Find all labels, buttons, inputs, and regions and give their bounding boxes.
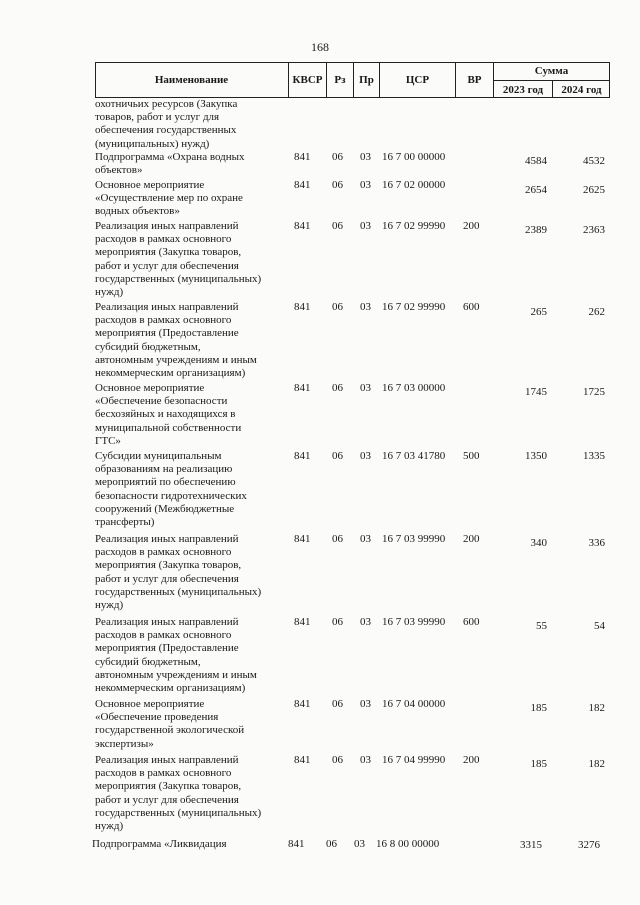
row-2024: 262 <box>588 306 605 318</box>
row-pr: 03 <box>360 151 371 163</box>
row-rz: 06 <box>332 533 343 545</box>
row-rz: 06 <box>332 179 343 191</box>
row-kvsr: 841 <box>294 533 311 545</box>
row-csr: 16 7 04 00000 <box>382 698 446 710</box>
row-vr: 200 <box>463 754 480 766</box>
row-2023: 55 <box>536 620 547 632</box>
header-2024: 2024 год <box>552 80 610 98</box>
row-csr: 16 7 04 99990 <box>382 754 446 766</box>
header-2023: 2023 год <box>493 80 552 98</box>
row-name: Реализация иных направлений расходов в рамках основного мероприятия (Закупка товаров, работ и услуг для обеспечения государственных (муниципальных) нужд) <box>95 754 262 833</box>
table-header <box>95 62 610 98</box>
row-name: Субсидии муниципальным образованиям на реализацию мероприятий по обеспечению безопасности гидротехнических сооружений (Межбюджетные трансферты) <box>95 450 247 529</box>
row-pr: 03 <box>360 533 371 545</box>
row-2023: 185 <box>530 702 547 714</box>
row-2023: 1350 <box>525 450 547 462</box>
row-kvsr: 841 <box>294 450 311 462</box>
row-pr: 03 <box>360 754 371 766</box>
row-2023: 265 <box>530 306 547 318</box>
row-rz: 06 <box>326 838 337 850</box>
row-name: Реализация иных направлений расходов в рамках основного мероприятия (Предоставление субсидий бюджетным, автономным учреждениям и иным некоммерческим организациям) <box>95 616 257 695</box>
row-kvsr: 841 <box>294 220 311 232</box>
row-2024: 4532 <box>583 155 605 167</box>
row-pr: 03 <box>354 838 365 850</box>
row-2023: 1745 <box>525 386 547 398</box>
row-2023: 3315 <box>520 839 542 851</box>
row-2024: 1725 <box>583 386 605 398</box>
row-name: Основное мероприятие «Обеспечение безопасности бесхозяйных и находящихся в муниципальной собственности ГТС» <box>95 382 242 447</box>
row-rz: 06 <box>332 301 343 313</box>
row-csr: 16 7 02 99990 <box>382 301 446 313</box>
row-kvsr: 841 <box>288 838 305 850</box>
row-pr: 03 <box>360 301 371 313</box>
row-2024: 54 <box>594 620 605 632</box>
row-rz: 06 <box>332 382 343 394</box>
row-2024: 182 <box>588 702 605 714</box>
row-rz: 06 <box>332 450 343 462</box>
row-rz: 06 <box>332 754 343 766</box>
row-2023: 185 <box>530 758 547 770</box>
row-csr: 16 7 03 41780 <box>382 450 446 462</box>
row-2023: 340 <box>530 537 547 549</box>
row-name: Реализация иных направлений расходов в рамках основного мероприятия (Предоставление субсидий бюджетным, автономным учреждениям и иным некоммерческим организациям) <box>95 301 257 380</box>
header-csr: ЦСР <box>379 62 455 98</box>
row-csr: 16 7 03 00000 <box>382 382 446 394</box>
row-csr: 16 7 02 00000 <box>382 179 446 191</box>
page-number: 168 <box>311 40 329 54</box>
row-name: Подпрограмма «Ликвидация <box>92 838 227 850</box>
row-kvsr: 841 <box>294 301 311 313</box>
row-name: Реализация иных направлений расходов в рамках основного мероприятия (Закупка товаров, работ и услуг для обеспечения государственных (муниципальных) нужд) <box>95 533 262 612</box>
row-pr: 03 <box>360 382 371 394</box>
row-name: Реализация иных направлений расходов в рамках основного мероприятия (Закупка товаров, работ и услуг для обеспечения государственных (муниципальных) нужд) <box>95 220 262 299</box>
row-csr: 16 7 00 00000 <box>382 151 446 163</box>
row-rz: 06 <box>332 220 343 232</box>
header-vr: ВР <box>455 62 493 98</box>
row-rz: 06 <box>332 616 343 628</box>
row-kvsr: 841 <box>294 698 311 710</box>
row-pr: 03 <box>360 616 371 628</box>
row-csr: 16 7 02 99990 <box>382 220 446 232</box>
row-pr: 03 <box>360 450 371 462</box>
row-name: Основное мероприятие «Обеспечение проведения государственной экологической экспертизы» <box>95 698 245 750</box>
row-rz: 06 <box>332 698 343 710</box>
header-rz: Рз <box>326 62 353 98</box>
header-kvsr: КВСР <box>288 62 326 98</box>
header-pr: Пр <box>353 62 379 98</box>
row-2024: 1335 <box>583 450 605 462</box>
row-kvsr: 841 <box>294 754 311 766</box>
row-rz: 06 <box>332 151 343 163</box>
row-2024: 2625 <box>583 184 605 196</box>
row-2024: 2363 <box>583 224 605 236</box>
row-vr: 200 <box>463 533 480 545</box>
row-kvsr: 841 <box>294 179 311 191</box>
row-vr: 500 <box>463 450 480 462</box>
row-csr: 16 7 03 99990 <box>382 616 446 628</box>
row-csr: 16 7 03 99990 <box>382 533 446 545</box>
row-2023: 4584 <box>525 155 547 167</box>
row-name: Подпрограмма «Охрана водных объектов» <box>95 151 245 177</box>
row-2024: 182 <box>588 758 605 770</box>
row-2024: 336 <box>588 537 605 549</box>
row-vr: 600 <box>463 301 480 313</box>
row-kvsr: 841 <box>294 616 311 628</box>
row-kvsr: 841 <box>294 382 311 394</box>
row-vr: 600 <box>463 616 480 628</box>
row-name: Основное мероприятие «Осуществление мер по охране водных объектов» <box>95 179 243 218</box>
row-2024: 3276 <box>578 839 600 851</box>
row-pr: 03 <box>360 698 371 710</box>
row-pr: 03 <box>360 220 371 232</box>
header-name: Наименование <box>154 74 229 86</box>
row-2023: 2389 <box>525 224 547 236</box>
row-kvsr: 841 <box>294 151 311 163</box>
row-2023: 2654 <box>525 184 547 196</box>
row-name: охотничьих ресурсов (Закупка товаров, работ и услуг для обеспечения государственных (муниципальных) нужд) <box>95 98 238 150</box>
row-vr: 200 <box>463 220 480 232</box>
row-csr: 16 8 00 00000 <box>376 838 440 850</box>
header-sum: Сумма <box>534 65 569 77</box>
row-pr: 03 <box>360 179 371 191</box>
